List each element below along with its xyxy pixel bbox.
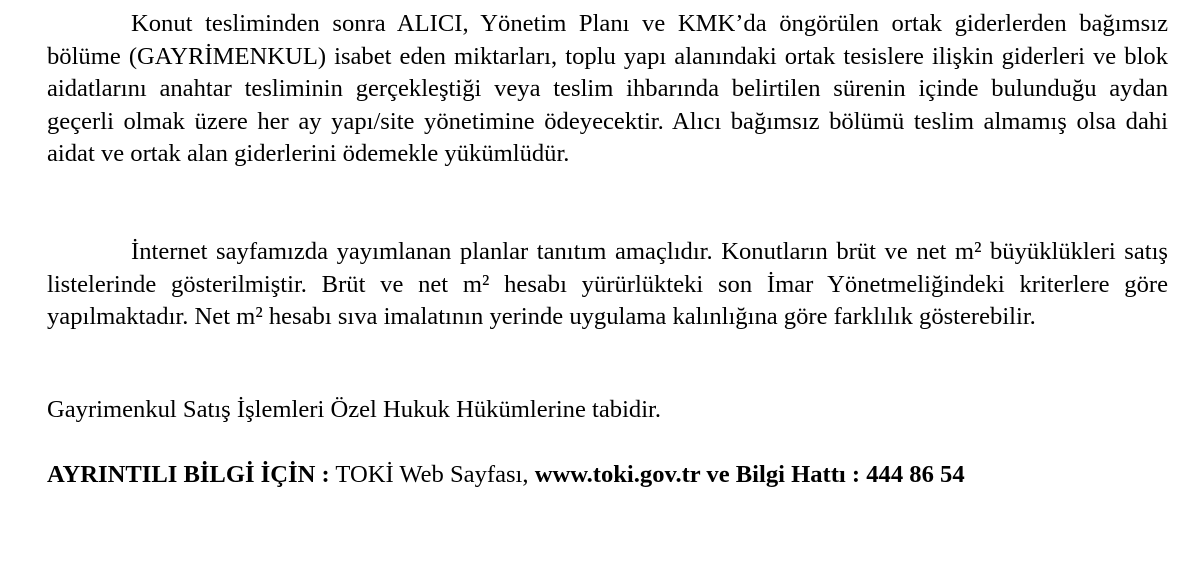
info-line-connector: ve Bilgi Hattı : xyxy=(700,461,867,488)
law-paragraph: Gayrimenkul Satış İşlemleri Özel Hukuk Hükümlerine tabidir. xyxy=(47,396,662,423)
delivery-paragraph: Konut tesliminden sonra ALICI, Yönetim Planı ve KMK’da öngörülen ortak giderlerden bağımsız bölüme (GAYRİMENKUL) isabet eden miktarları, toplu yapı alanındaki ortak tesislere ilişkin giderleri ve blok aidatlarını anahtar tesliminin gerçekleştiği veya teslim ihbarında belirtilen sürenin içinde bulunduğu aydan geçerli olmak üzere her ay yapı/site yönetimine ödeyecektir. Alıcı bağımsız bölümü teslim almamış olsa dahi aidat ve ortak alan giderlerini ödemekle yükümlüdür. xyxy=(47,10,1168,168)
plans-paragraph: İnternet sayfamızda yayımlanan planlar tanıtım amaçlıdır. Konutların brüt ve net m² büyüklükleri satış listelerinde gösterilmiştir. Brüt ve net m² hesabı yürürlükteki son İmar Yönetmeliğindeki kriterlere göre yapılmaktadır. Net m² hesabı sıva imalatının yerinde uygulama kalınlığına göre farklılık gösterebilir. xyxy=(47,238,1168,331)
info-line xyxy=(47,459,1168,492)
website-link[interactable]: www.toki.gov.tr xyxy=(534,461,701,488)
web-page-text: TOKİ Web Sayfası, xyxy=(329,461,535,488)
phone-number: 444 86 54 xyxy=(866,461,965,488)
info-label: AYRINTILI BİLGİ İÇİN : xyxy=(47,461,330,488)
